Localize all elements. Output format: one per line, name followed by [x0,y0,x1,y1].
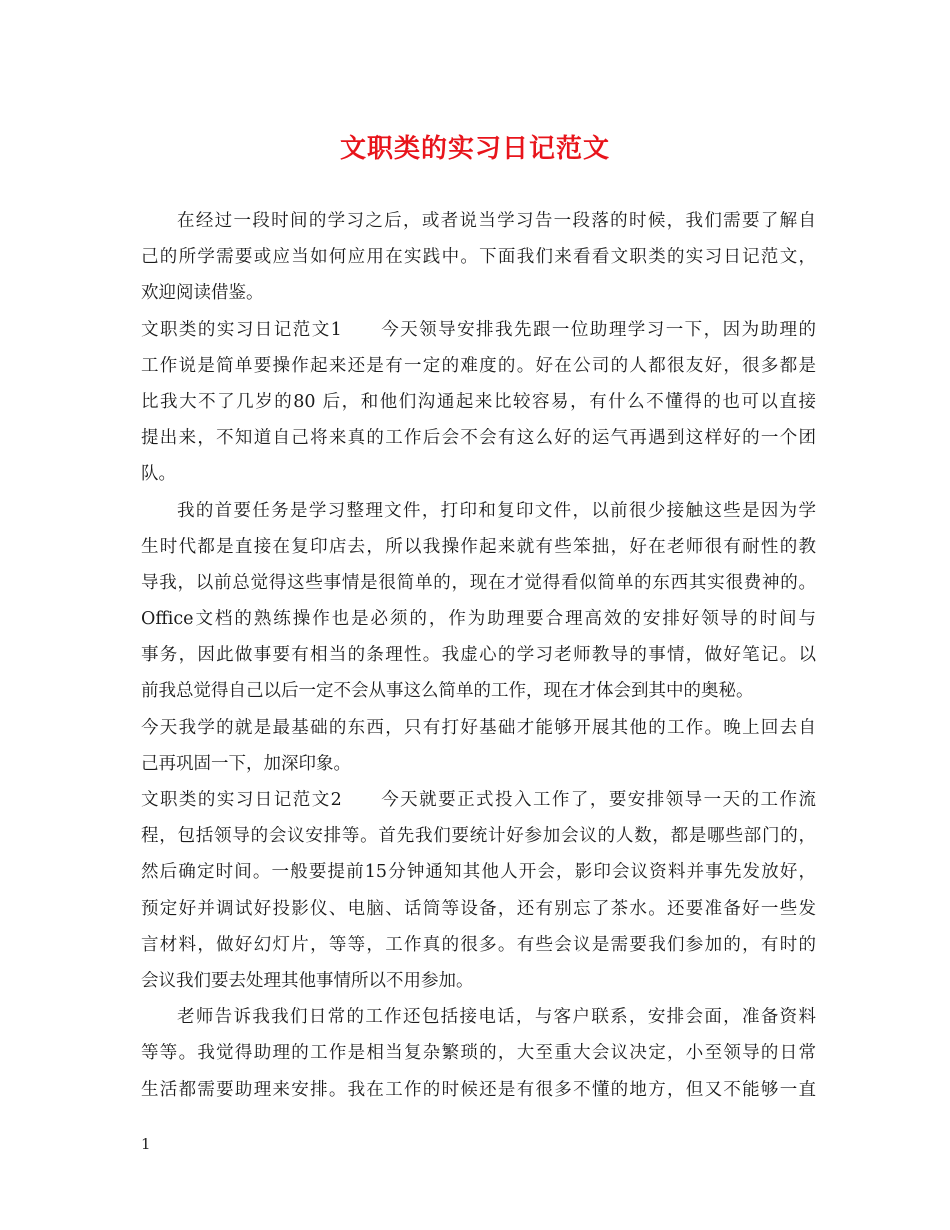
text-line: 己的所学需要或应当如何应用在实践中。下面我们来看看文职类的实习日记范文， [141,247,816,268]
text-line: 生时代都是直接在复印店去，所以我操作起来就有些笨拙，好在老师很有耐性的教 [141,536,816,557]
text-line: 程，包括领导的会议安排等。首先我们要统计好参加会议的人数，都是哪些部门的， [141,826,816,847]
text-line: 今天我学的就是最基础的东西，只有打好基础才能够开展其他的工作。晚上回去自 [141,717,816,738]
text-line: 工作说是简单要操作起来还是有一定的难度的。好在公司的人都很友好，很多都是 [141,355,816,376]
text-line: 在经过一段时间的学习之后，或者说当学习告一段落的时候，我们需要了解自 [177,211,816,231]
text-line: 欢迎阅读借鉴。 [141,283,264,304]
text-line: 等等。我觉得助理的工作是相当复杂繁琐的，大至重大会议决定，小至领导的日常 [141,1043,816,1064]
text-line: 文职类的实习日记范文2 今天就要正式投入工作了，要安排领导一天的工作流 [141,790,816,810]
text-line: 队。 [141,464,176,485]
text-line: 导我，以前总觉得这些事情是很简单的，现在才觉得看似简单的东西其实很费神的。 [141,572,816,593]
text-line: 文职类的实习日记范文1 今天领导安排我先跟一位助理学习一下，因为助理的 [141,319,816,340]
text-line: 提出来，不知道自己将来真的工作后会不会有这么好的运气再遇到这样好的一个团 [141,428,816,449]
text-line: 然后确定时间。一般要提前15分钟通知其他人开会，影印会议资料并事先发放好， [141,862,816,883]
page-number: 1 [141,1135,151,1153]
text-line: 预定好并调试好投影仪、电脑、话筒等设备，还有别忘了茶水。还要准备好一些发 [141,898,816,919]
text-line: 前我总觉得自己以后一定不会从事这么简单的工作，现在才体会到其中的奥秘。 [141,681,754,702]
text-line: 老师告诉我我们日常的工作还包括接电话，与客户联系，安排会面，准备资料 [177,1007,816,1028]
text-line: Office文档的熟练操作也是必须的，作为助理要合理高效的安排好领导的时间与 [141,609,816,630]
text-line: 生活都需要助理来安排。我在工作的时候还是有很多不懂的地方，但又不能够一直 [141,1079,816,1100]
text-line: 会议我们要去处理其他事情所以不用参加。 [141,970,474,991]
text-line: 言材料，做好幻灯片，等等，工作真的很多。有些会议是需要我们参加的，有时的 [141,934,816,955]
text-line: 比我大不了几岁的80 后，和他们沟通起来比较容易，有什么不懂得的也可以直接 [141,391,816,412]
document-body [141,203,816,1108]
text-line: 我的首要任务是学习整理文件，打印和复印文件，以前很少接触这些是因为学 [177,500,816,521]
text-line: 事务，因此做事要有相当的条理性。我虚心的学习老师教导的事情，做好笔记。以 [141,645,816,666]
document-title: 文职类的实习日记范文 [339,134,610,164]
text-line: 己再巩固一下，加深印象。 [141,753,351,774]
